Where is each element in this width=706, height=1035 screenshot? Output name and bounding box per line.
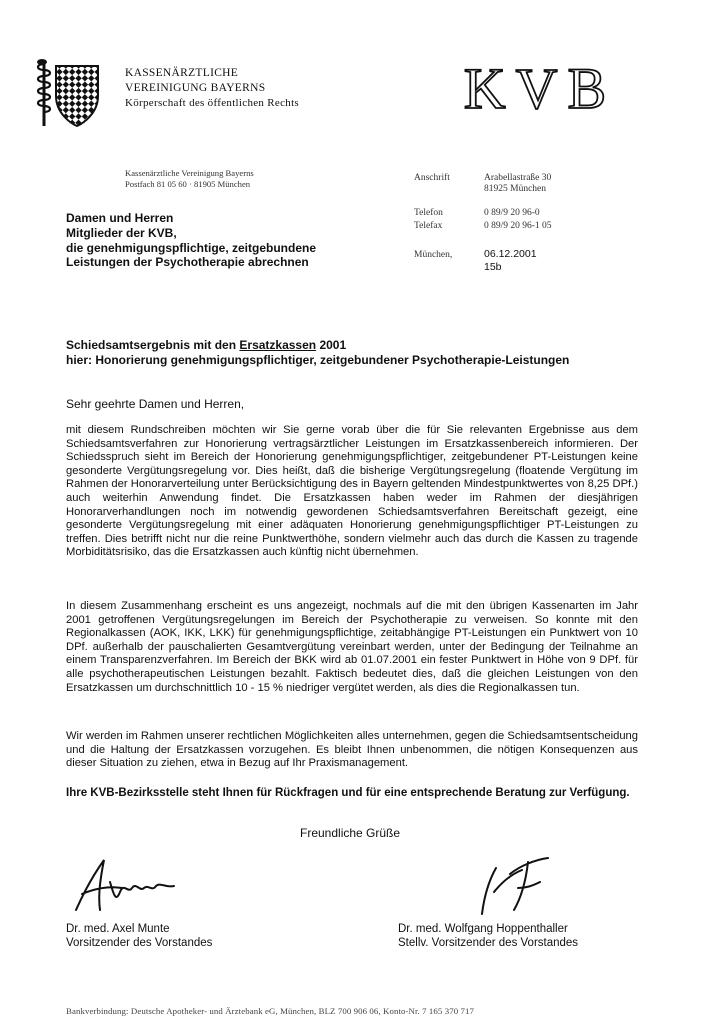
caduceus-shield-icon: [34, 56, 100, 128]
subject-line1: [66, 338, 666, 353]
body-paragraph-4: Ihre KVB-Bezirksstelle steht Ihnen für Rückfragen und für eine entsprechende Beratung zur Verfügung.: [66, 787, 630, 799]
telefon-label: Telefon: [414, 208, 443, 218]
recipient-line4: Leistungen der Psychotherapie abrechnen: [66, 255, 309, 270]
recipient-address: [66, 211, 366, 270]
bank-details-footer: Bankverbindung: Deutsche Apotheker- und Ärztebank eG, München, BLZ 700 906 06, Konto-Nr. 7 165 370 717: [66, 1006, 475, 1016]
anschrift-line1: Arabellastraße 30: [484, 173, 552, 183]
telefax-label: Telefax: [414, 221, 443, 231]
anschrift-line2: 81925 München: [484, 184, 547, 194]
kvb-logo: [448, 58, 633, 118]
subject-line: [66, 338, 666, 368]
closing-greeting: Freundliche Grüße: [300, 826, 401, 840]
place-label: München,: [414, 250, 453, 260]
signatory-left: [66, 922, 212, 950]
signatory-left-title: Vorsitzender des Vorstandes: [66, 937, 213, 949]
recipient-line1: Damen und Herren: [66, 211, 174, 225]
salutation: Sehr geehrte Damen und Herren,: [66, 397, 245, 411]
signatory-right-title: Stellv. Vorsitzender des Vorstandes: [398, 937, 579, 949]
sender-line1: Kassenärztliche Vereinigung Bayerns: [125, 168, 254, 178]
subject-text-post: 2001: [316, 338, 347, 352]
letter-date: 06.12.2001: [484, 248, 537, 260]
recipient-line2: Mitglieder der KVB,: [66, 225, 177, 240]
organization-name-block: [125, 66, 365, 111]
subject-underlined: Ersatzkassen: [239, 338, 317, 352]
org-legal-form: Körperschaft des öffentlichen Rechts: [125, 97, 300, 109]
kvb-logo-text: KVB: [463, 58, 617, 118]
sender-line2: Postfach 81 05 60 · 81905 München: [125, 178, 251, 189]
body-paragraph-2: In diesem Zusammenhang erscheint es uns angezeigt, nochmals auf die mit den übrigen Kassenarten im Jahr 2001 getroffenen Vergütungsregelungen im Bereich der Psychotherapie zu verweisen. So konnte mit den Regionalkassen (AOK, IKK, LKK) für genehmigungspflichtige, zeitabhängige PT-Leistungen ein Punktwert von 10 DPf. außerhalb der pauschalierten Gesamtvergütung vereinbart werden, unter der Bedingung der Teilnahme an einem Transparenzverfahren. Im Bereich der BKK wird ab 01.07.2001 ein fester Punktwert in Höhe von 9 DPf. für alle psychotherapeutischen Leistungen bezahlt. Faktisch bedeutet dies, daß die gleichen Leistungen von den Ersatzkassen um durchschnittlich 10 - 15 % niedriger vergütet werden, als dies die Regionalkassen tun.: [66, 600, 638, 694]
body-paragraph-3: Wir werden im Rahmen unserer rechtlichen Möglichkeiten alles unternehmen, gegen die Schiedsamtsentscheidung und die Haltung der Ersatzkassen vorzugehen. Es bleibt Ihnen unbenommen, die nötigen Konsequenzen aus dieser Situation zu ziehen, etwa in Bezug auf Ihr Praxismanagement.: [66, 730, 638, 770]
signatory-right: [398, 922, 578, 950]
telefon-value: 0 89/9 20 96-0: [484, 208, 540, 218]
telefax-value: 0 89/9 20 96-1 05: [484, 221, 552, 231]
subject-line2: hier: Honorierung genehmigungspflichtiger, zeitgebundener Psychotherapie-Leistungen: [66, 353, 570, 367]
signature-left: [70, 852, 180, 914]
reference-code: 15b: [484, 261, 502, 273]
recipient-line3: die genehmigungspflichtige, zeitgebundene: [66, 240, 317, 255]
signature-right: [448, 852, 558, 918]
subject-text-pre: Schiedsamtsergebnis mit den: [66, 338, 240, 352]
anschrift-value: [484, 173, 624, 195]
org-name-line2: VEREINIGUNG BAYERNS: [125, 82, 266, 94]
anschrift-label: Anschrift: [414, 173, 450, 183]
signatory-left-name: Dr. med. Axel Munte: [66, 923, 170, 935]
signatory-right-name: Dr. med. Wolfgang Hoppenthaller: [398, 923, 568, 935]
body-paragraph-1: mit diesem Rundschreiben möchten wir Sie gerne vorab über die für Sie relevanten Ergebnisse aus dem Schiedsamtsverfahren zur Honorierung vertragsärztlicher Leistungen im Ersatzkassenbereich informieren. Der Schiedsspruch sieht im Bereich der Honorierung genehmigungspflichtiger, zeitgebundener PT-Leistungen keine gesonderte Vergütungsregelung vor. Dies heißt, daß die bisherige Vergütungsregelung (floatende Vergütung im Rahmen der Honorarverteilung unter Berücksichtigung des in Bayern geltenden Mindestpunktwertes von 8,25 DPf.) auch weiterhin Anwendung findet. Die Ersatzkassen haben weder im Rahmen der diesjährigen Honorarverhandlungen noch im notwendig gewordenen Schiedsamtsverfahren Bereitschaft gezeigt, eine gesonderte Vergütungsregelung mit einer adäquaten Honorierung genehmigungspflichtiger PT-Leistungen zu treffen. Dies betrifft nicht nur die reine Punktwerthöhe, sondern vielmehr auch das durch die Kassen zu tragende Morbiditätsrisiko, das die Ersatzkassen auch künftig nicht übernehmen.: [66, 424, 638, 559]
sender-return-address: [125, 168, 365, 189]
org-name-line1: KASSENÄRZTLICHE: [125, 67, 239, 79]
